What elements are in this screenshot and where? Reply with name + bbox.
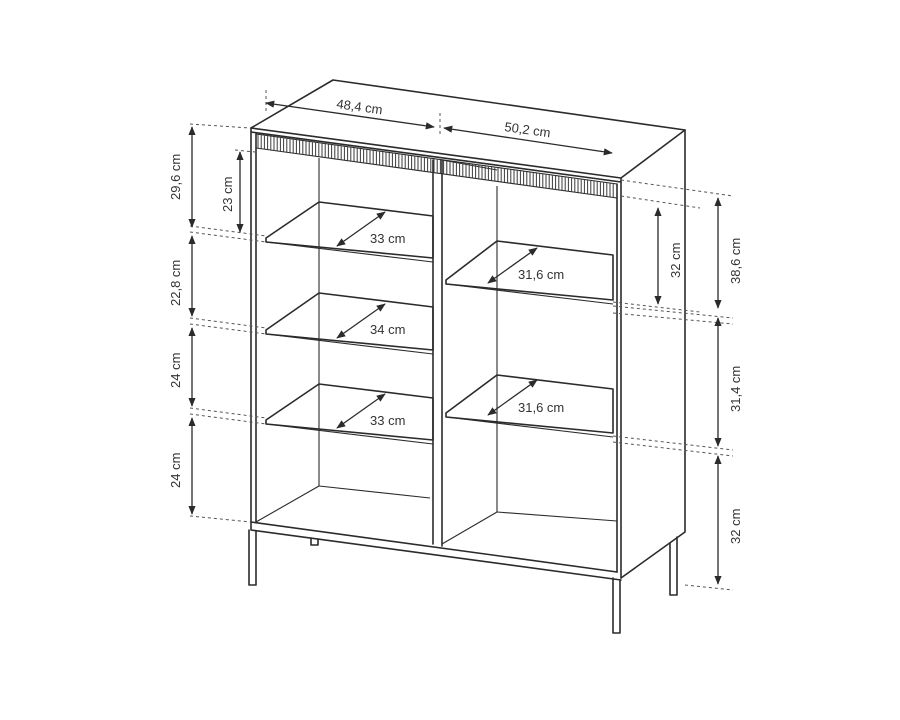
right-shelf-2-edge [446, 417, 613, 437]
guide-right-6 [613, 436, 733, 450]
label-shelf-left-1: 33 cm [370, 231, 406, 246]
label-shelf-left-2: 34 cm [370, 322, 406, 337]
label-top-left-width: 48,4 cm [335, 96, 384, 118]
label-left-2: 22,8 cm [168, 259, 183, 306]
guide-left-5 [190, 318, 266, 328]
fluted-band [258, 135, 613, 198]
left-shelf-3 [266, 384, 433, 440]
guide-right-8 [685, 585, 733, 590]
guide-left-9 [190, 516, 251, 522]
cabinet-body [249, 80, 685, 633]
back-bottom-left [319, 486, 430, 498]
left-shelf-2 [266, 293, 433, 350]
guide-left-1 [190, 124, 250, 128]
guide-left-7 [190, 408, 266, 418]
label-right-inner: 32 cm [668, 242, 683, 278]
label-shelf-left-3: 33 cm [370, 413, 406, 428]
label-left-1: 29,6 cm [168, 153, 183, 200]
guide-left-3 [190, 226, 266, 236]
guide-left-2 [235, 150, 255, 152]
guide-right-7 [613, 442, 733, 456]
flute-band-top [256, 134, 617, 184]
label-right-3: 32 cm [728, 508, 743, 544]
guide-left-8 [190, 414, 266, 424]
label-shelf-right-1: 31,6 cm [518, 267, 565, 282]
guide-right-4 [613, 306, 733, 318]
label-left-3: 24 cm [168, 352, 183, 388]
right-side-panel [621, 130, 685, 578]
left-shelf-2-edge [266, 334, 433, 354]
bottom-front-edge [251, 522, 621, 580]
guide-right-5 [613, 313, 733, 324]
label-right-1: 38,6 cm [728, 237, 743, 284]
left-shelf-3-edge [266, 424, 433, 444]
leg-back-right [670, 537, 677, 595]
left-shelf-1-edge [266, 242, 433, 262]
guide-left-6 [190, 324, 266, 334]
leg-front-left [249, 530, 256, 585]
bottom-right-depth [442, 512, 497, 544]
leg-front-right [613, 578, 620, 633]
back-bottom-right [497, 512, 617, 521]
label-left-4: 24 cm [168, 452, 183, 488]
label-right-2: 31,4 cm [728, 365, 743, 412]
label-top-right-width: 50,2 cm [503, 119, 552, 141]
guide-left-4 [190, 232, 266, 242]
guide-right-2 [621, 196, 700, 208]
right-shelf-1-edge [446, 284, 613, 304]
left-shelf-1 [266, 202, 433, 258]
bottom-left-depth [256, 486, 319, 522]
bottom-front-edge-top [251, 522, 617, 572]
flute-band-bottom [256, 148, 617, 198]
guide-right-1 [621, 180, 733, 196]
label-left-inner: 23 cm [220, 176, 235, 212]
dimension-lines [190, 90, 733, 590]
label-shelf-right-2: 31,6 cm [518, 400, 565, 415]
dimension-labels [168, 96, 743, 544]
